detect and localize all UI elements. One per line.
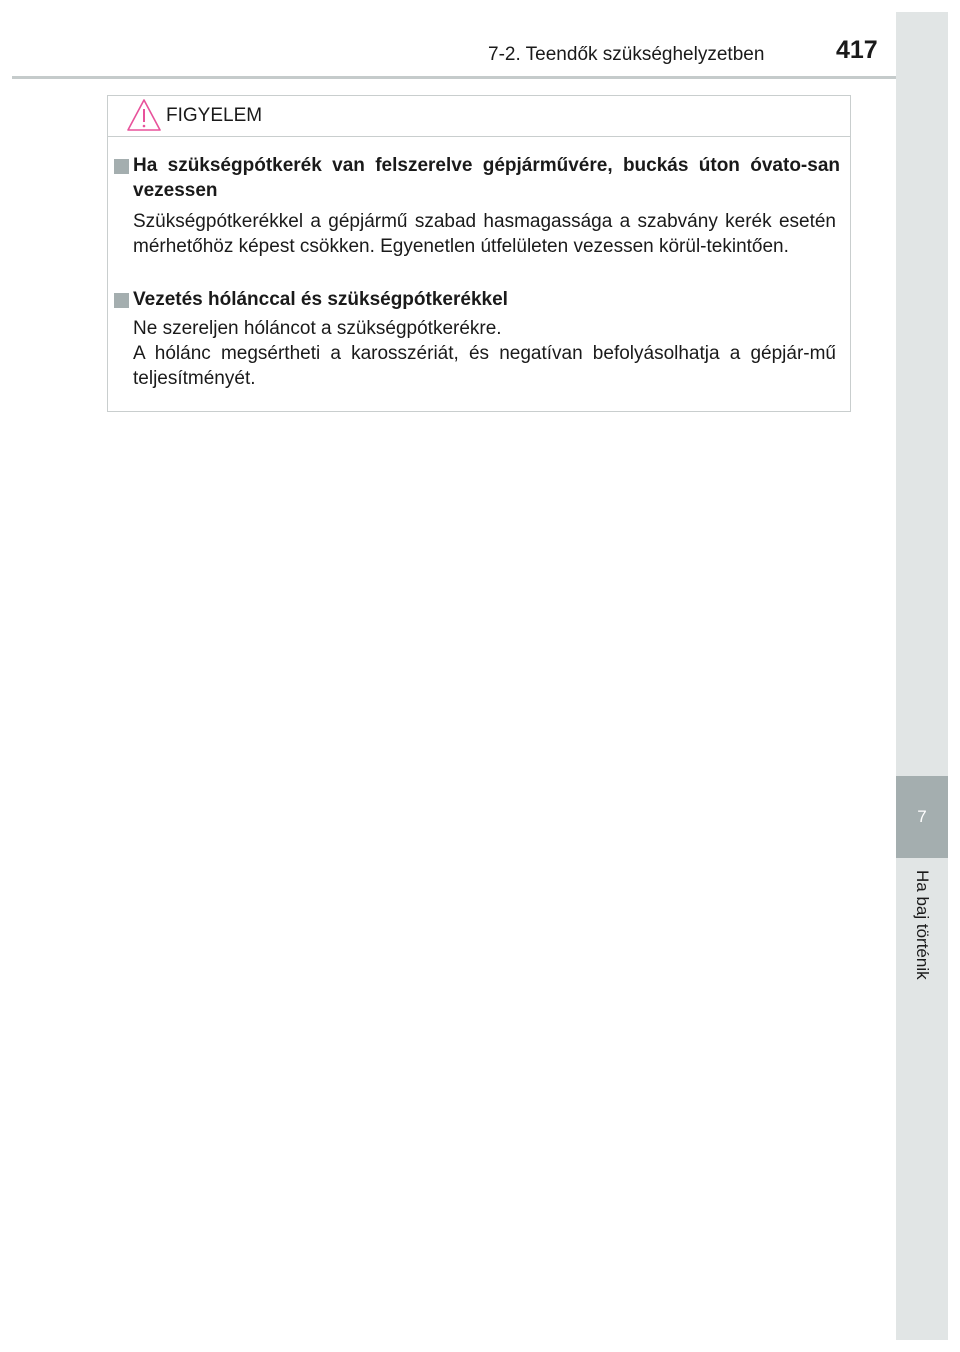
section-title: Vezetés hólánccal és szükségpótkerékkel xyxy=(133,289,508,310)
warning-box xyxy=(107,95,851,412)
warning-triangle-icon xyxy=(126,98,162,137)
warning-section xyxy=(108,287,850,391)
square-bullet-icon xyxy=(114,159,129,174)
header-rule xyxy=(12,76,948,79)
section-header-title: 7-2. Teendők szükséghelyzetben xyxy=(488,44,765,65)
section-text-line: A hólánc megsértheti a karosszériát, és negatívan befolyásolhatja a gépjár-mű teljesítményét. xyxy=(133,343,836,389)
chapter-title: Ha baj történik xyxy=(913,870,932,980)
warning-section xyxy=(108,153,850,259)
section-title: Ha szükségpótkerék van felszerelve gépjárművére, buckás úton óvato-san vezessen xyxy=(133,155,840,201)
chapter-number: 7 xyxy=(917,807,927,826)
section-text-line: Ne szereljen hóláncot a szükségpótkerékre. xyxy=(133,318,502,339)
page-number: 417 xyxy=(836,36,878,64)
section-text: Szükségpótkerékkel a gépjármű szabad hasmagassága a szabvány kerék esetén mérhetőhöz képest csökken. Egyenetlen útfelületen vezessen körül-tekintően. xyxy=(133,211,836,257)
warning-label: FIGYELEM xyxy=(166,105,263,126)
chapter-tab[interactable] xyxy=(896,776,948,858)
warning-header xyxy=(108,96,850,137)
side-tab-strip xyxy=(896,12,948,1340)
square-bullet-icon xyxy=(114,293,129,308)
